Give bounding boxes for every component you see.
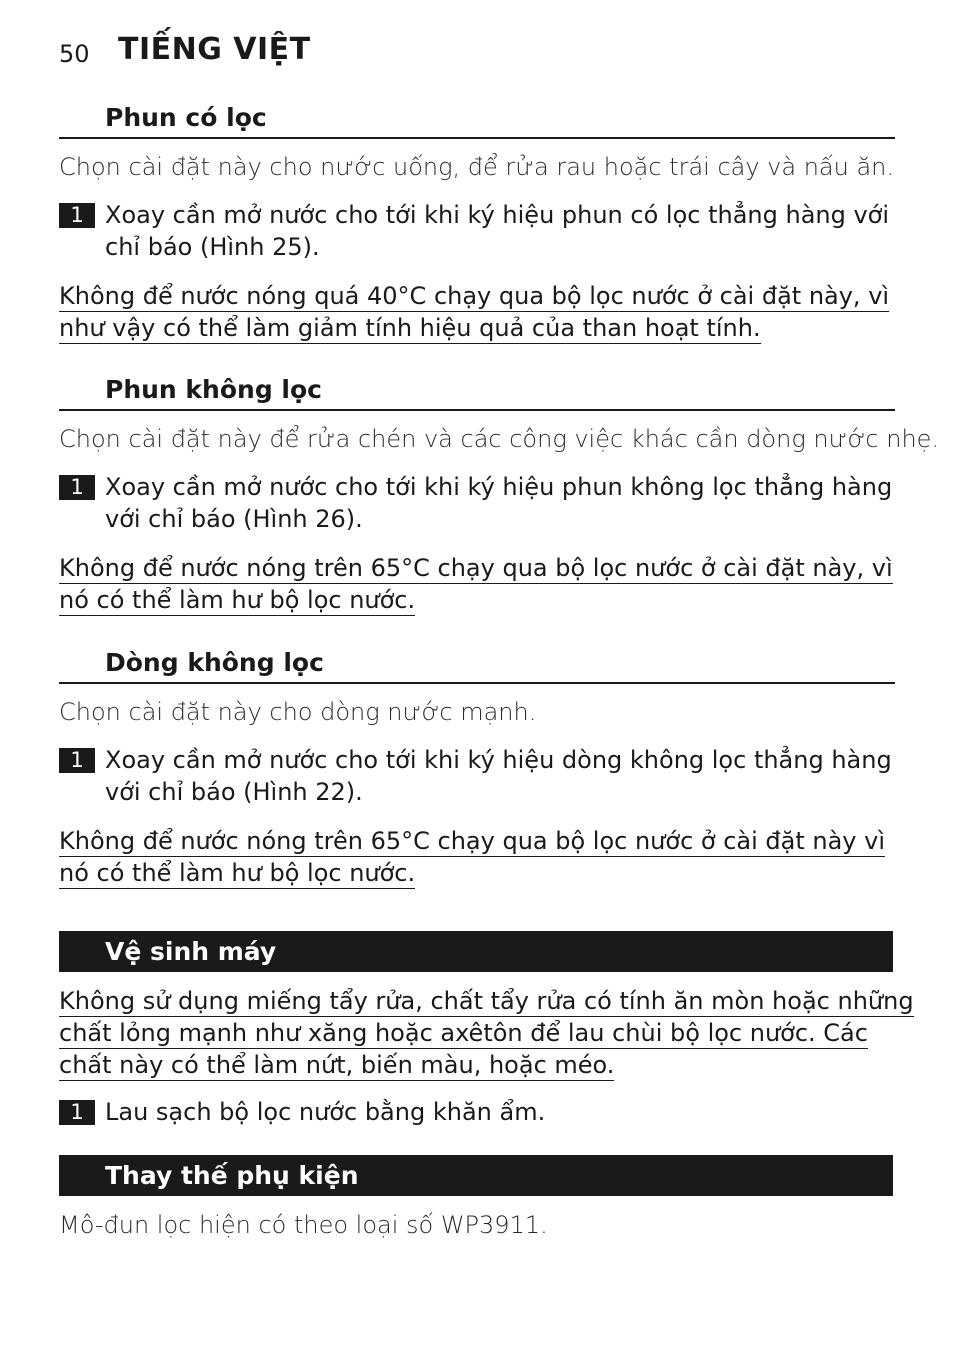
step-line: Xoay cần mở nước cho tới khi ký hiệu phun không lọc thẳng hàng	[105, 473, 893, 501]
step-line: với chỉ báo (Hình 26).	[105, 505, 363, 533]
warning-line: nó có thể làm hư bộ lọc nước.	[59, 586, 416, 614]
step-number-badge: 1	[59, 748, 95, 773]
step-line: Xoay cần mở nước cho tới khi ký hiệu phun có lọc thẳng hàng với	[105, 201, 890, 229]
step-line: Xoay cần mở nước cho tới khi ký hiệu dòng không lọc thẳng hàng	[105, 746, 892, 774]
warning-note	[59, 280, 889, 344]
step-text	[105, 744, 895, 808]
step-text	[105, 471, 895, 535]
section-rule	[59, 409, 895, 411]
section-rule	[59, 137, 895, 139]
section-bar-replacement	[59, 1155, 893, 1196]
step-number-badge: 1	[59, 475, 95, 500]
page-number: 50	[59, 40, 90, 68]
section-title-ve-sinh-may: Vệ sinh máy	[105, 937, 277, 966]
section-bar-cleaning	[59, 931, 893, 972]
step-text: Lau sạch bộ lọc nước bằng khăn ẩm.	[105, 1098, 546, 1126]
warning-line: chất này có thể làm nứt, biến màu, hoặc méo.	[59, 1051, 615, 1079]
warning-line: nó có thể làm hư bộ lọc nước.	[59, 859, 416, 887]
step-text	[105, 199, 895, 263]
section-intro: Chọn cài đặt này để rửa chén và các công việc khác cần dòng nước nhẹ.	[59, 425, 940, 453]
language-heading: TIẾNG VIỆT	[118, 32, 311, 67]
section-title-phun-co-loc: Phun có lọc	[105, 103, 267, 132]
step-number-badge: 1	[59, 203, 95, 228]
warning-line: như vậy có thể làm giảm tính hiệu quả của than hoạt tính.	[59, 314, 761, 342]
section-title-dong-khong-loc: Dòng không lọc	[105, 648, 324, 677]
warning-note	[59, 985, 914, 1081]
replacement-text: Mô-đun lọc hiện có theo loại số WP3911.	[59, 1211, 548, 1239]
section-intro: Chọn cài đặt này cho dòng nước mạnh.	[59, 698, 537, 726]
warning-note	[59, 825, 885, 889]
warning-line: Không để nước nóng trên 65°C chạy qua bộ lọc nước ở cài đặt này, vì	[59, 554, 893, 582]
section-rule	[59, 682, 895, 684]
step-line: với chỉ báo (Hình 22).	[105, 778, 363, 806]
warning-line: Không để nước nóng trên 65°C chạy qua bộ lọc nước ở cài đặt này vì	[59, 827, 886, 855]
warning-line: Không sử dụng miếng tẩy rửa, chất tẩy rửa có tính ăn mòn hoặc những	[59, 987, 914, 1015]
step-number-badge: 1	[59, 1100, 95, 1125]
section-intro: Chọn cài đặt này cho nước uống, để rửa rau hoặc trái cây và nấu ăn.	[59, 153, 895, 181]
warning-line: Không để nước nóng quá 40°C chạy qua bộ lọc nước ở cài đặt này, vì	[59, 282, 890, 310]
warning-line: chất lỏng mạnh như xăng hoặc axêtôn để lau chùi bộ lọc nước. Các	[59, 1019, 868, 1047]
warning-note	[59, 552, 893, 616]
section-title-thay-the-phu-kien: Thay thế phụ kiện	[105, 1161, 359, 1190]
step-line: chỉ báo (Hình 25).	[105, 233, 320, 261]
section-title-phun-khong-loc: Phun không lọc	[105, 375, 322, 404]
